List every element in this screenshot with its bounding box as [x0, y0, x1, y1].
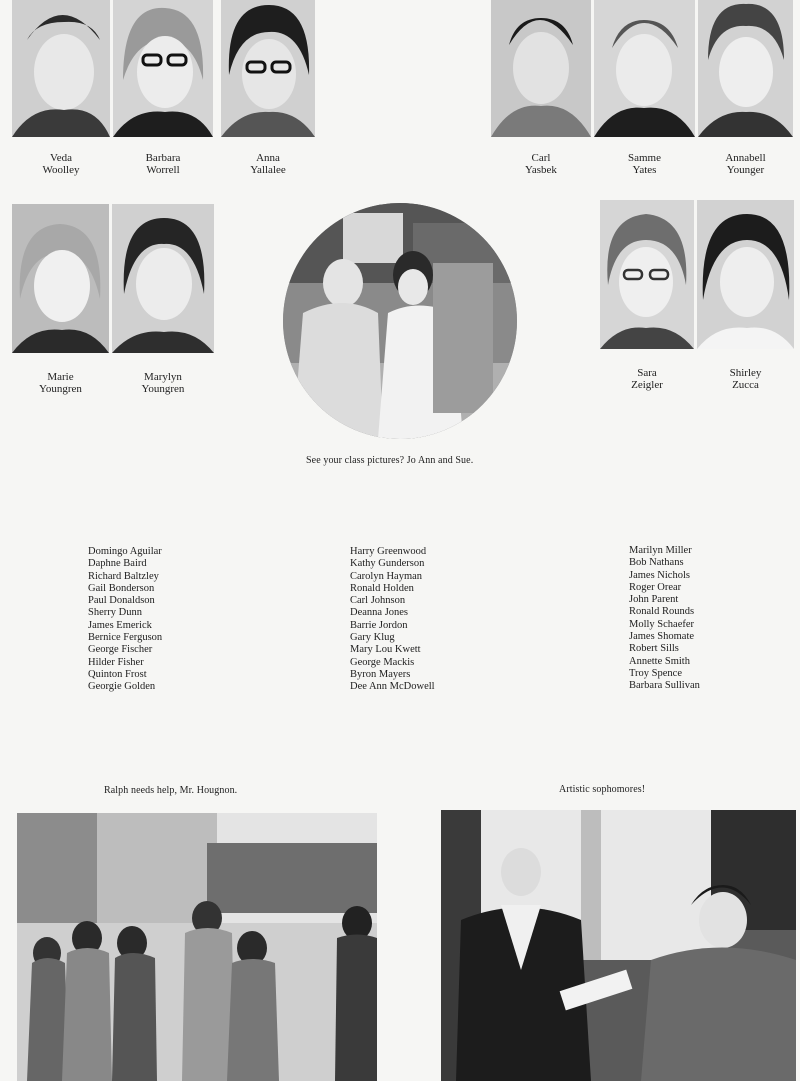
list-item: James Shomate [629, 631, 695, 643]
list-item: Gary Klug [350, 632, 395, 644]
list-item: Deanna Jones [350, 607, 409, 619]
list-item: Barbara Sullivan [629, 680, 700, 692]
name-column [350, 546, 435, 694]
list-item: Troy Spence [629, 667, 682, 679]
list-item: Molly Schaefer [629, 618, 695, 630]
portrait-name: Sara Zeigler [631, 367, 663, 391]
list-item: James Nichols [629, 569, 690, 581]
list-item: Bernice Ferguson [88, 632, 163, 644]
list-item: George Mackis [350, 656, 415, 668]
portrait-name: Barbara Worrell [145, 152, 181, 176]
portrait-photo [491, 0, 591, 137]
list-item: Barrie Jordon [350, 619, 408, 631]
list-item: Ronald Holden [350, 582, 414, 594]
portrait-name: Shirley Zucca [729, 367, 762, 391]
portrait-name: Veda Woolley [42, 152, 80, 176]
list-item: Hilder Fisher [88, 656, 144, 668]
name-column [88, 546, 162, 694]
list-item: John Parent [629, 594, 679, 606]
list-item: Roger Orear [629, 581, 682, 593]
candid-circle-photo [283, 203, 517, 439]
list-item: Robert Sills [629, 643, 679, 655]
list-item: Paul Donaldson [88, 595, 155, 607]
bottom-right-caption: Artistic sophomores! [559, 784, 646, 795]
portrait-name: Anna Yallalee [250, 152, 286, 176]
list-item: Richard Baltzley [88, 570, 159, 582]
list-item: Annette Smith [629, 655, 690, 667]
bottom-left-caption: Ralph needs help, Mr. Hougnon. [104, 785, 238, 796]
outdoor-group-photo [17, 813, 377, 1081]
portrait-photo [594, 0, 695, 137]
list-item: Carolyn Hayman [350, 570, 423, 582]
portrait-name: Carl Yasbek [525, 152, 557, 176]
list-item: Kathy Gunderson [350, 558, 425, 570]
portrait-photo [698, 0, 793, 137]
portrait-name: Marylyn Youngren [141, 371, 185, 395]
list-item: Sherry Dunn [88, 607, 142, 619]
portrait-name: Samme Yates [628, 152, 661, 176]
list-item: Harry Greenwood [350, 546, 427, 557]
portrait-photo [12, 0, 110, 137]
portrait-photo [697, 200, 794, 349]
portrait-photo [600, 200, 694, 349]
portrait-photo [221, 0, 315, 137]
name-column [629, 545, 700, 693]
portrait-photo [113, 0, 213, 137]
list-item: Byron Mayers [350, 668, 411, 680]
list-item: Marilyn Miller [629, 545, 692, 556]
center-photo-caption: See your class pictures? Jo Ann and Sue. [306, 455, 474, 466]
portrait-photo [12, 204, 109, 353]
portrait-name: Marie Youngren [39, 371, 82, 395]
list-item: Quinton Frost [88, 668, 147, 680]
list-item: Mary Lou Kwett [350, 644, 421, 656]
list-item: Carl Johnson [350, 595, 406, 607]
list-item: Georgie Golden [88, 681, 156, 693]
list-item: Daphne Baird [88, 558, 147, 570]
list-item: Gail Bonderson [88, 582, 155, 594]
list-item: Dee Ann McDowell [350, 681, 435, 693]
list-item: James Emerick [88, 619, 152, 631]
portrait-photo [112, 204, 214, 353]
portrait-name: Annabell Younger [725, 152, 766, 176]
list-item: George Fischer [88, 644, 153, 656]
list-item: Ronald Rounds [629, 606, 695, 618]
list-item: Bob Nathans [629, 557, 684, 569]
list-item: Domingo Aguilar [88, 546, 162, 557]
classroom-photo [441, 810, 796, 1081]
